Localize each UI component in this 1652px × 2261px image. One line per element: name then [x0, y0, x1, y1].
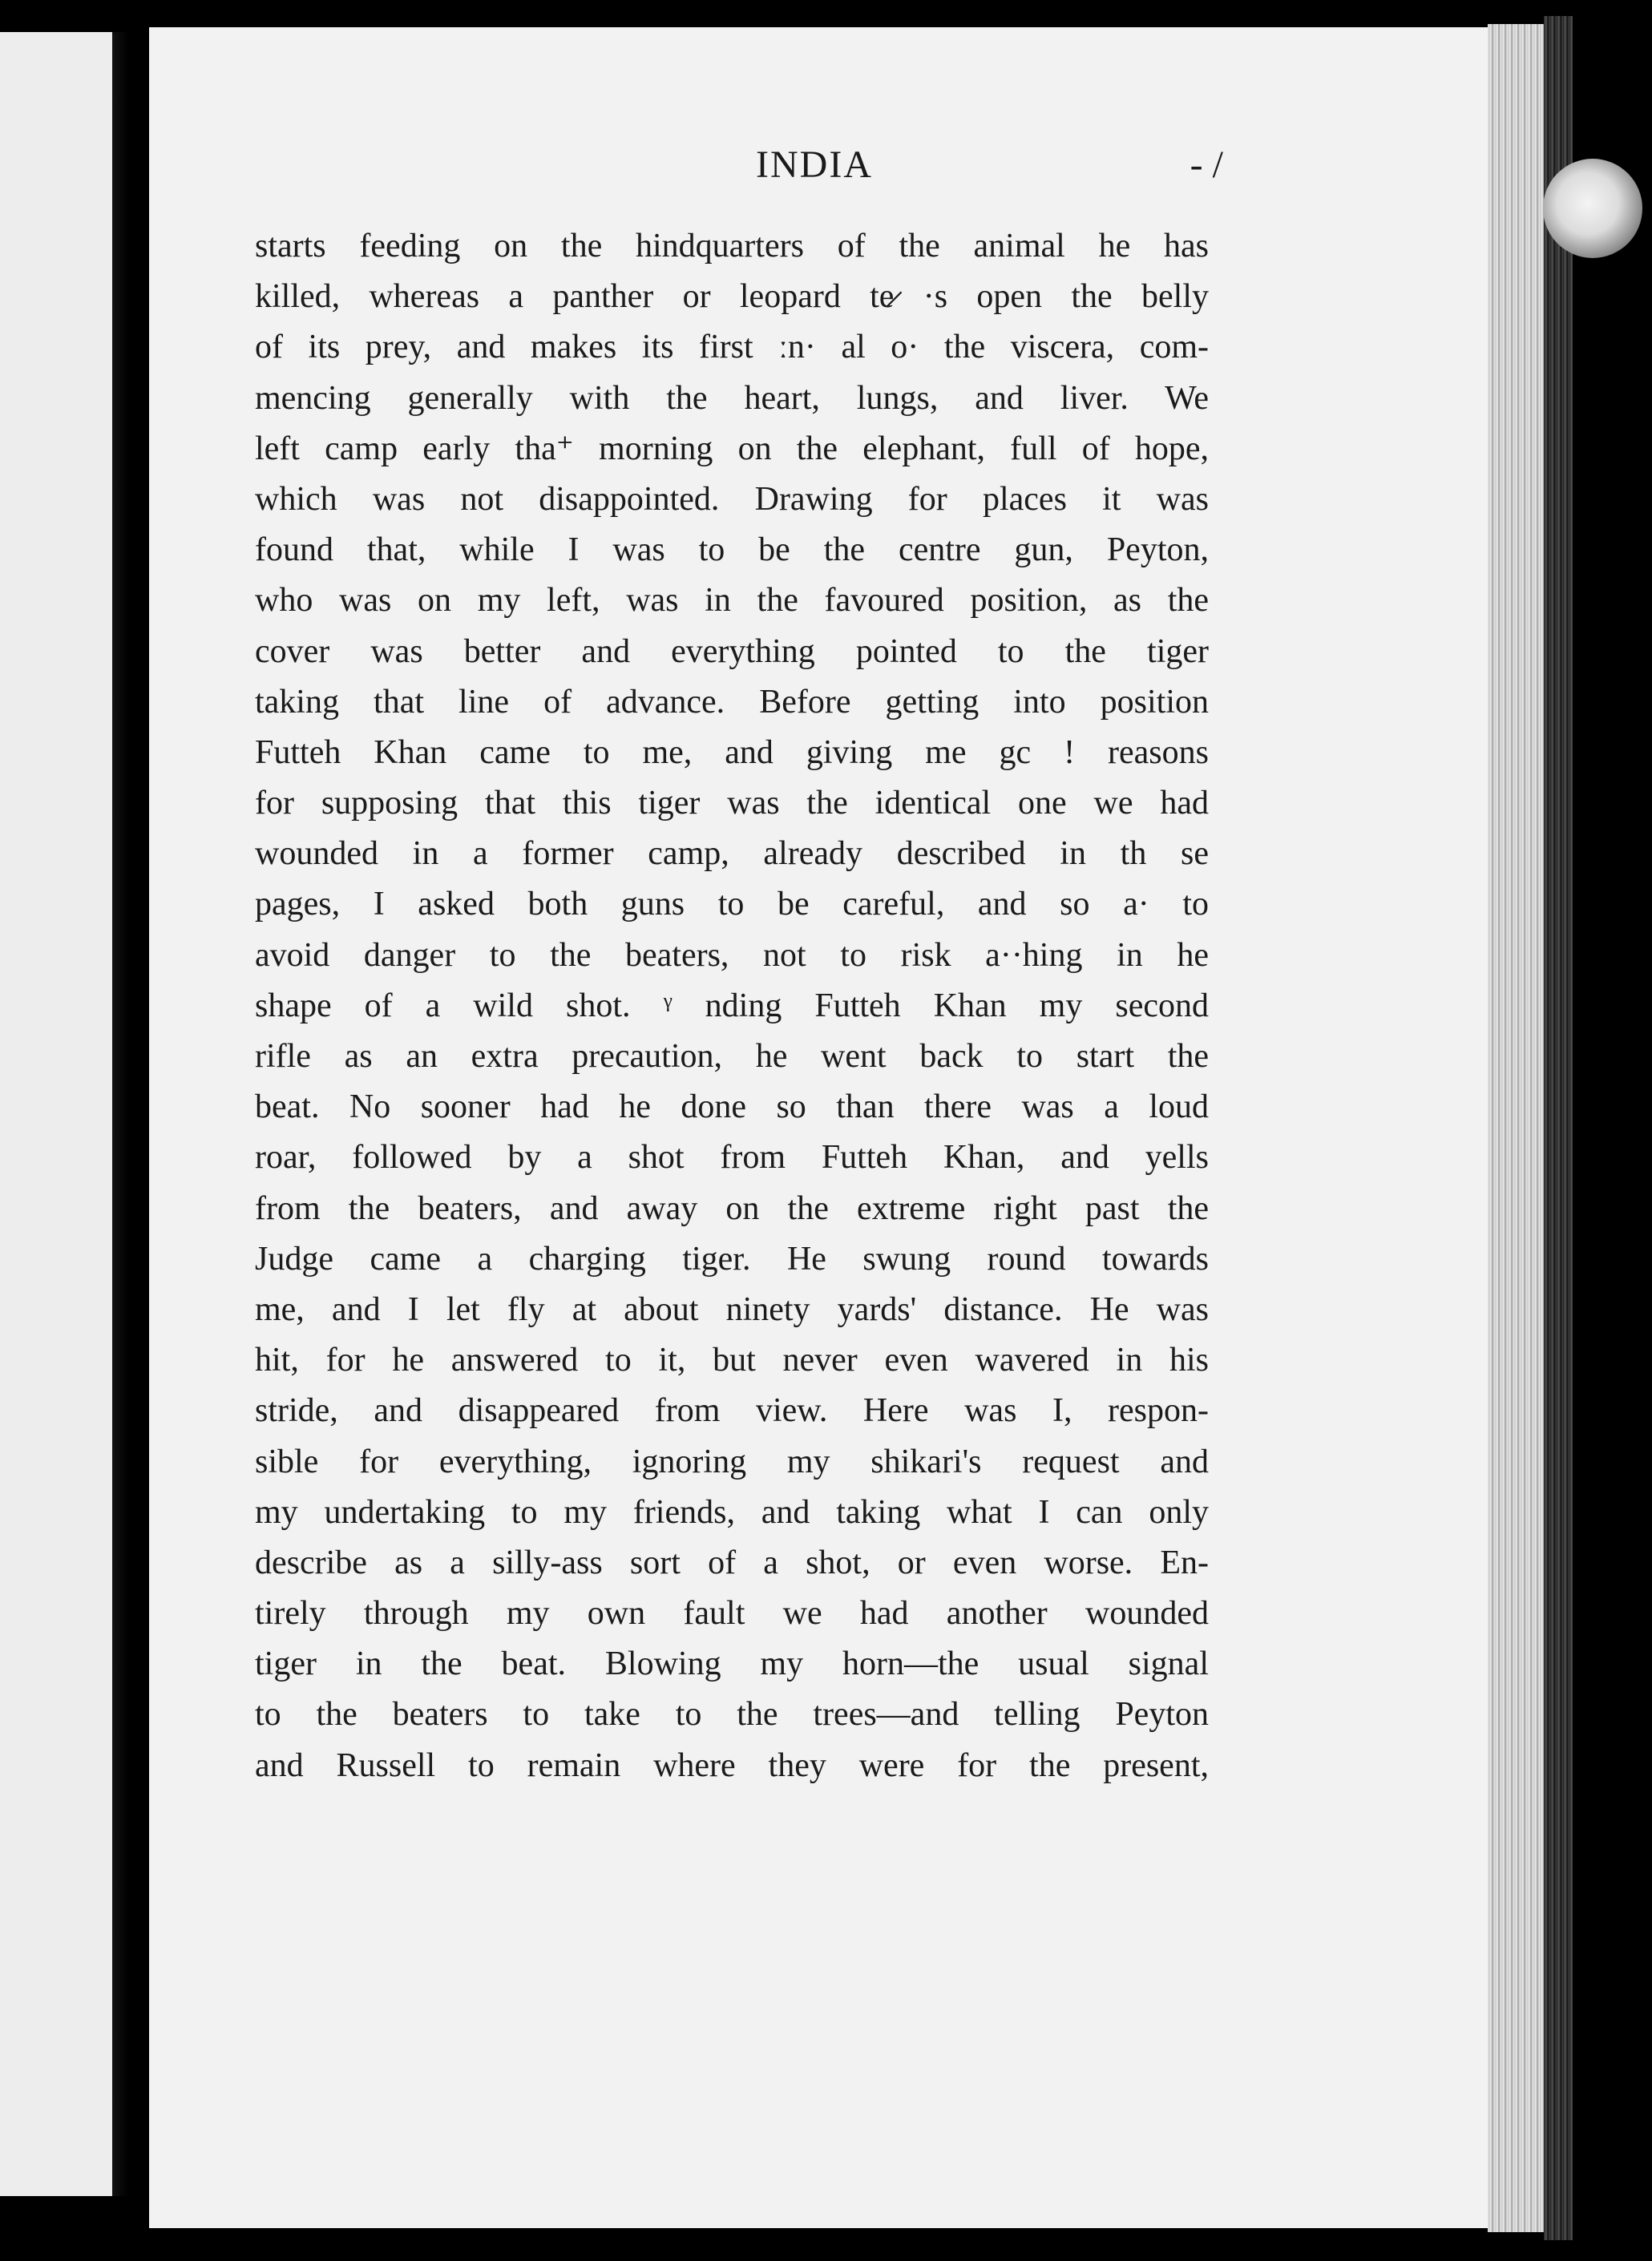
text-line: Futteh Khan came to me, and giving me gc ! reasons: [255, 733, 1209, 771]
text-line: taking that line of advance. Before getting into position: [255, 683, 1209, 721]
text-line: found that, while I was to be the centre gun, Peyton,: [255, 531, 1209, 569]
text-line: my undertaking to my friends, and taking what I can only: [255, 1493, 1209, 1531]
text-line: stride, and disappeared from view. Here was I, respon-: [255, 1392, 1209, 1430]
running-head-title: INDIA: [756, 143, 873, 186]
text-line: tirely through my own fault we had another wounded: [255, 1595, 1209, 1633]
text-line: who was on my left, was in the favoured position, as the: [255, 582, 1209, 620]
text-line: me, and I let fly at about ninety yards' distance. He was: [255, 1290, 1209, 1328]
gutter-shadow: [112, 32, 149, 2196]
text-line: starts feeding on the hindquarters of the animal he has: [255, 228, 1209, 264]
text-line: mencing generally with the heart, lungs, and liver. We: [255, 379, 1209, 417]
text-line: cover was better and everything pointed to the tiger: [255, 632, 1209, 670]
text-line: for supposing that this tiger was the identical one we had: [255, 785, 1209, 822]
text-line: shape of a wild shot. ᵞ nding Futteh Khan my second: [255, 987, 1209, 1024]
previous-page-edge: [0, 32, 112, 2196]
text-line: pages, I asked both guns to be careful, and so a· to: [255, 886, 1209, 923]
text-line: of its prey, and makes its first ːn· al o· the viscera, com-: [255, 329, 1209, 366]
text-line: wounded in a former camp, already described in th se: [255, 835, 1209, 873]
text-line: tiger in the beat. Blowing my horn—the usual signal: [255, 1645, 1209, 1683]
text-line: from the beaters, and away on the extreme right past the: [255, 1189, 1209, 1227]
text-line: which was not disappointed. Drawing for places it was: [255, 480, 1209, 518]
book-binding-edge: [1544, 16, 1573, 2240]
text-line: beat. No sooner had he done so than there was a loud: [255, 1088, 1209, 1126]
paper-stain: [1543, 159, 1642, 258]
text-line: killed, whereas a panther or leopard te̷ ·s open the belly: [255, 278, 1209, 316]
page-stack-edge: [1488, 24, 1544, 2232]
text-line: avoid danger to the beaters, not to risk a··hing in he: [255, 936, 1209, 974]
text-line: sible for everything, ignoring my shikari's request and: [255, 1443, 1209, 1480]
text-line: rifle as an extra precaution, he went back to start the: [255, 1038, 1209, 1075]
text-line: Judge came a charging tiger. He swung round towards: [255, 1240, 1209, 1278]
running-head: [149, 143, 1488, 207]
text-line: describe as a silly-ass sort of a shot, or even worse. En-: [255, 1544, 1209, 1581]
text-line: roar, followed by a shot from Futteh Khan, and yells: [255, 1139, 1209, 1177]
text-line: and Russell to remain where they were for the present,: [255, 1746, 1209, 1784]
page-number: - /: [1190, 143, 1223, 186]
text-line: to the beaters to take to the trees—and telling Peyton: [255, 1696, 1209, 1734]
text-line: hit, for he answered to it, but never even wavered in his: [255, 1342, 1209, 1379]
body-text: [255, 221, 1209, 1791]
text-line: left camp early tha⁺ morning on the elephant, full of hope,: [255, 430, 1209, 467]
